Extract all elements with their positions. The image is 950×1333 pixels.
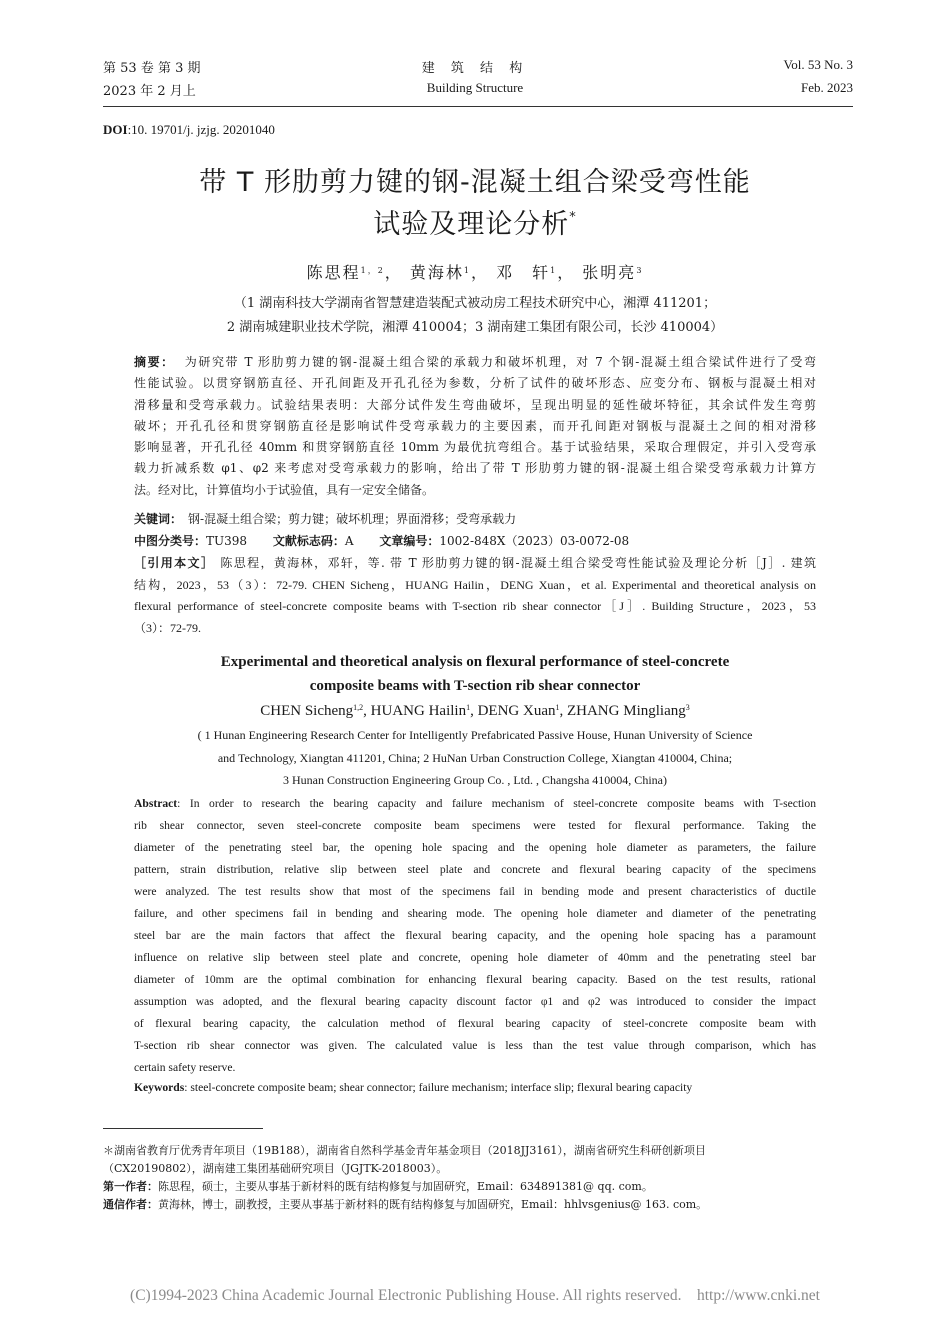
doc-code-label: 文献标志码：	[272, 534, 345, 548]
classification	[134, 532, 629, 549]
footnote-fund-line1: ＊湖南省教育厅优秀青年项目（19B188），湖南省自然科学基金青年基金项目（2018JJ3161），湖南省研究生科研创新项目	[103, 1144, 706, 1157]
article-no-value: 1002-848X（2023）03-0072-08	[439, 534, 630, 548]
citation-line-1	[134, 553, 816, 575]
abstract-cn-line-3: 滑移量和受弯承载力。试验结果表明：大部分试件发生弯曲破坏，呈现出明显的延性破坏特征，其余试件发生弯剪	[134, 397, 816, 412]
first-author-value: 陈思程，硕士，主要从事基于新材料的既有结构修复与加固研究，Email：634891381@ qq. com。	[158, 1180, 653, 1193]
abstract-cn-line-5: 影响显著，开孔孔径 40mm 和贯穿钢筋直径 10mm 为最优抗弯组合。基于试验结果，采取合理假定，并引入受弯承	[134, 440, 816, 455]
abstract-en	[134, 793, 816, 1079]
abstract-en-line-2: rib shear connector, seven steel-concrete composite beam specimens were tested for flexural performance. Taking the	[134, 819, 816, 832]
author-cn-1-name: 陈思程	[306, 263, 361, 282]
keywords-cn	[134, 510, 516, 527]
affil-en-line3: 3 Hunan Construction Engineering Group Co. , Ltd. , Changsha 410004, China)	[283, 773, 667, 787]
abstract-en-line-10: assumption was adopted, and the flexural bearing capacity discount factor φ1 and φ2 was introduced to consider the impact	[134, 995, 816, 1008]
author-en-3-name: DENG Xuan	[477, 703, 556, 719]
abstract-cn-line-7: 法。经对比，计算值均小于试验值，具有一定安全储备。	[134, 482, 435, 497]
abstract-cn-line-4: 破坏；开孔孔径和贯穿钢筋直径是影响试件受弯承载力的主要因素，而开孔间距对钢板与混凝土之间的相对滑移	[134, 418, 816, 433]
author-en-2-aff: 1	[466, 703, 471, 712]
author-en-4	[567, 703, 690, 719]
author-cn-2-name: 黄海林	[409, 263, 464, 282]
keywords-en-label: Keywords	[134, 1081, 185, 1094]
title-en-line2: composite beams with T-section rib shear connector	[309, 678, 641, 694]
abstract-en-line-12: T-section rib shear connector was given. The calculated value is less than the test value through comparison, which has	[134, 1039, 816, 1052]
header-month: Feb. 2023	[801, 80, 853, 95]
title-en-line1: Experimental and theoretical analysis on flexural performance of steel-concrete	[220, 654, 730, 670]
abstract-cn-line-6: 载力折减系数 φ1、φ2 来考虑对受弯承载力的影响，给出了带 T 形肋剪力键的钢-混凝土组合梁受弯承载力计算方	[134, 461, 816, 476]
doi	[103, 122, 275, 138]
abstract-en-line-8: influence on relative slip between steel plate and concrete, opening hole diameter of 40mm and the penetrating steel bar	[134, 951, 816, 964]
author-cn-4	[582, 263, 643, 282]
clc-label: 中图分类号：	[134, 534, 207, 548]
header-journal-cn: 建 筑 结 构	[421, 61, 529, 76]
abstract-cn-text-1: 为研究带 T 形肋剪力键的钢-混凝土组合梁的承载力和破坏机理，对 7 个钢-混凝土组合梁试件进行了受弯	[184, 355, 816, 369]
corr-author-value: 黄海林，博士，副教授，主要从事基于新材料的既有结构修复与加固研究，Email：hhlvsgenius@ 163. com。	[158, 1198, 708, 1211]
author-cn-2-aff: 1	[463, 266, 471, 275]
author-en-1	[260, 703, 363, 719]
corr-author-label: 通信作者：	[103, 1198, 158, 1211]
author-cn-3-aff: 1	[550, 266, 558, 275]
abstract-en-label: Abstract	[134, 797, 178, 810]
citation-text-1: 陈思程，黄海林，邓轩，等. 带 T 形肋剪力键的钢-混凝土组合梁受弯性能试验及理论分析［J］. 建筑	[220, 556, 816, 570]
citation-line-4: （3）：72-79.	[134, 620, 201, 635]
header-issue: 第 53 卷 第 3 期	[103, 61, 201, 76]
citation-label: ［引用本文］	[134, 556, 215, 570]
author-cn-4-name: 张明亮	[582, 263, 637, 282]
title-fund-mark: *	[569, 210, 577, 225]
copyright-line: (C)1994-2023 China Academic Journal Electronic Publishing House. All rights reserved. http://www.cnki.net	[130, 1287, 820, 1304]
author-cn-3	[496, 263, 557, 282]
footnote-first-author	[103, 1178, 653, 1194]
author-en-1-name: CHEN Sicheng	[260, 703, 354, 719]
affil-cn-line1: （1 湖南科技大学湖南省智慧建造装配式被动房工程技术研究中心，湘潭 411201；	[233, 296, 717, 311]
affil-cn-line2: 2 湖南城建职业技术学院，湘潭 410004；3 湖南建工集团有限公司，长沙 410004）	[226, 320, 724, 335]
title-cn-line1: 带 T 形肋剪力键的钢-混凝土组合梁受弯性能	[199, 167, 751, 198]
author-en-2	[371, 703, 470, 719]
abstract-en-line-6: failure, and other specimens fail in bending and shearing mode. The opening hole diameter and diameter of the penetrating	[134, 907, 816, 920]
affil-en-line1: ( 1 Hunan Engineering Research Center for Intelligently Prefabricated Passive House, Hunan University of Science	[197, 728, 753, 742]
author-cn-4-aff: 3	[636, 266, 644, 275]
abstract-cn-label: 摘要：	[134, 355, 175, 369]
author-cn-1	[307, 263, 385, 282]
abstract-cn	[134, 352, 816, 501]
doi-value: :10. 19701/j. jzjg. 20201040	[127, 122, 275, 137]
affil-en-line2: and Technology, Xiangtan 411201, China; 2 HuNan Urban Construction College, Xiangtan 410004, China;	[217, 751, 733, 765]
authors-cn: 陈思程$^{1,2}$， 黄海林$^1$， 邓 轩$^1$， 张明亮$^3$	[306, 263, 644, 282]
author-en-3	[478, 703, 560, 719]
author-cn-1-aff: 1，2	[360, 266, 385, 275]
keywords-cn-value: 钢-混凝土组合梁；剪力键；破坏机理；界面滑移；受弯承载力	[188, 512, 517, 526]
abstract-en-line-7: steel bar are the main factors that affect the flexural bearing capacity, and the opening hole spacing has a paramount	[134, 929, 816, 942]
keywords-en	[134, 1081, 692, 1094]
header-journal-en: Building Structure	[426, 80, 524, 95]
keywords-cn-label: 关键词：	[134, 512, 183, 526]
abstract-cn-line-1	[134, 352, 816, 373]
abstract-en-line-11: of flexural bearing capacity, the calculation method of flexural bearing capacity of steel-concrete composite beam with	[134, 1017, 816, 1030]
abstract-en-line-3: diameter of the penetrating steel bar, the opening hole spacing and the opening hole diameter as parameters, the failure	[134, 841, 816, 854]
abstract-en-line-9: diameter of 10mm are the optimal combination for enhancing flexural bearing capacity. Based on the test results, rational	[134, 973, 816, 986]
author-cn-2	[410, 263, 471, 282]
author-en-3-aff: 1	[555, 703, 560, 712]
citation-line-2: 结构，2023，53（3）：72-79. CHEN Sicheng，HUANG Hailin，DENG Xuan，et al. Experimental and theoretical analysis on	[134, 577, 816, 592]
footnote-corr-author	[103, 1196, 707, 1212]
abstract-en-line-13: certain safety reserve.	[134, 1061, 236, 1074]
author-en-4-aff: 3	[685, 703, 690, 712]
footnote-rule	[103, 1128, 263, 1129]
authors-en: CHEN Sicheng$^{1,2}$, HUANG Hailin$^1$, DENG Xuan$^1$, ZHANG Mingliang$^3$	[260, 703, 690, 719]
author-en-1-aff: 1,2	[353, 703, 364, 712]
abstract-en-line-4: pattern, strain distribution, relative slip between steel plate and concrete and flexural bearing capacity of the specimens	[134, 863, 816, 876]
footnote-fund-line2: （CX20190802），湖南建工集团基础研究项目（JGJTK-2018003）。	[103, 1162, 448, 1175]
citation	[134, 553, 816, 639]
doc-code-value: A	[344, 534, 354, 548]
header-rule	[103, 106, 853, 107]
first-author-label: 第一作者：	[103, 1180, 158, 1193]
title-cn-line2	[0, 202, 950, 241]
abstract-en-line-5: were analyzed. The test results show that most of the specimens fail in bending mode and present characteristics of ductile	[134, 885, 816, 898]
article-no-label: 文章编号：	[379, 534, 440, 548]
citation-line-3: flexural performance of steel-concrete composite beams with T-section rib shear connector［J］. Building Structure，2023，53	[134, 599, 816, 613]
author-en-4-name: ZHANG Mingliang	[566, 703, 686, 719]
author-en-2-name: HUANG Hailin	[370, 703, 467, 719]
header-date: 2023 年 2 月上	[103, 84, 196, 99]
abstract-cn-line-2: 性能试验。以贯穿钢筋直径、开孔间距及开孔孔径为参数，分析了试件的破坏形态、应变分布、钢板与混凝土相对	[134, 376, 816, 391]
doi-label: DOI	[103, 122, 128, 137]
title-cn-line2-text: 试验及理论分析	[373, 209, 570, 240]
clc-value: TU398	[206, 534, 248, 548]
abstract-en-line-1	[134, 793, 816, 815]
header-volume: Vol. 53 No. 3	[783, 57, 853, 72]
abstract-en-text-1: : In order to research the bearing capacity and failure mechanism of steel-concrete composite beams with T-section	[177, 797, 816, 810]
author-cn-3-name: 邓 轩	[496, 263, 551, 282]
keywords-en-value: : steel-concrete composite beam; shear connector; failure mechanism; interface slip; flexural bearing capacity	[184, 1081, 693, 1094]
